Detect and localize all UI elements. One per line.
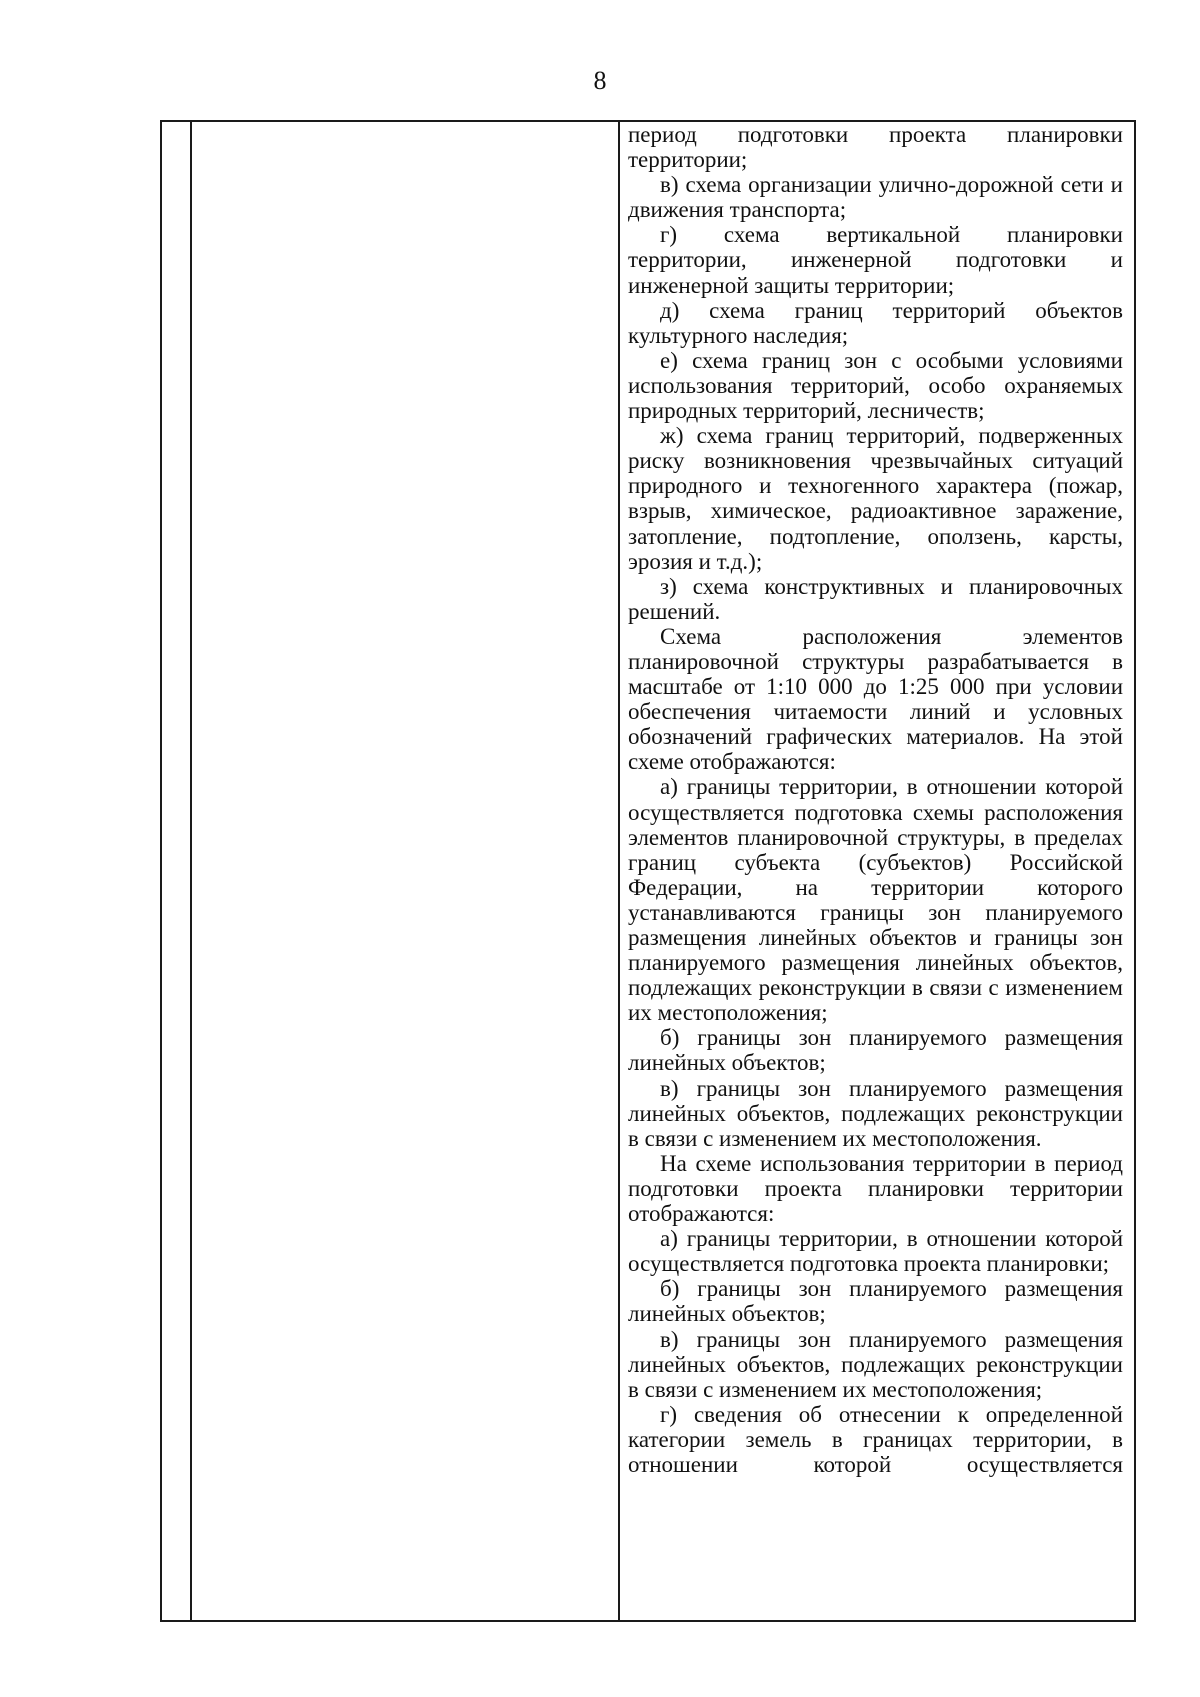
cell-paragraph: б) границы зон планируемого размещения линейных объектов; — [628, 1276, 1123, 1327]
cell-paragraph: д) схема границ территорий объектов культурного наследия; — [628, 297, 1123, 348]
table-column-divider-1 — [190, 122, 192, 1620]
cell-paragraph: ж) схема границ территорий, подверженных риску возникновения чрезвычайных ситуаций природного и техногенного характера (пожар, взрыв, химическое, радиоактивное заражение, затопление, подтопление, оползень, карсты, эрозия и т.д.); — [628, 423, 1123, 574]
table-cell-text — [628, 122, 1123, 1477]
cell-paragraph: з) схема конструктивных и планировочных решений. — [628, 573, 1123, 624]
cell-paragraph: б) границы зон планируемого размещения линейных объектов; — [628, 1025, 1123, 1076]
cell-paragraph: в) схема организации улично-дорожной сети и движения транспорта; — [628, 172, 1123, 223]
cell-paragraph: г) схема вертикальной планировки территории, инженерной подготовки и инженерной защиты территории; — [628, 222, 1123, 298]
cell-paragraph: период подготовки проекта планировки территории; — [628, 122, 1123, 173]
cell-paragraph: а) границы территории, в отношении которой осуществляется подготовка проекта планировки; — [628, 1226, 1123, 1277]
document-table — [160, 120, 1136, 1622]
cell-paragraph: а) границы территории, в отношении которой осуществляется подготовка схемы расположения элементов планировочной структуры, в пределах границ субъекта (субъектов) Российской Федерации, на территории которого устанавливаются границы зон планируемого размещения линейных объектов и границы зон планируемого размещения линейных объектов, подлежащих реконструкции в связи с изменением их местоположения; — [628, 774, 1123, 1026]
page-number: 8 — [593, 66, 607, 95]
cell-paragraph: г) сведения об отнесении к определенной категории земель в границах территории, в отношении которой осуществляется — [628, 1401, 1123, 1477]
cell-paragraph: Схема расположения элементов планировочной структуры разрабатывается в масштабе от 1:10 000 до 1:25 000 при условии обеспечения читаемости линий и условных обозначений графических материалов. На этой схеме отображаются: — [628, 623, 1123, 775]
cell-paragraph: в) границы зон планируемого размещения линейных объектов, подлежащих реконструкции в связи с изменением их местоположения; — [628, 1326, 1123, 1402]
cell-paragraph: в) границы зон планируемого размещения линейных объектов, подлежащих реконструкции в связи с изменением их местоположения. — [628, 1075, 1123, 1151]
cell-paragraph: На схеме использования территории в период подготовки проекта планировки территории отображаются: — [628, 1150, 1123, 1227]
cell-paragraph: е) схема границ зон с особыми условиями использования территорий, особо охраняемых природных территорий, лесничеств; — [628, 347, 1123, 424]
table-column-divider-2 — [618, 122, 620, 1620]
